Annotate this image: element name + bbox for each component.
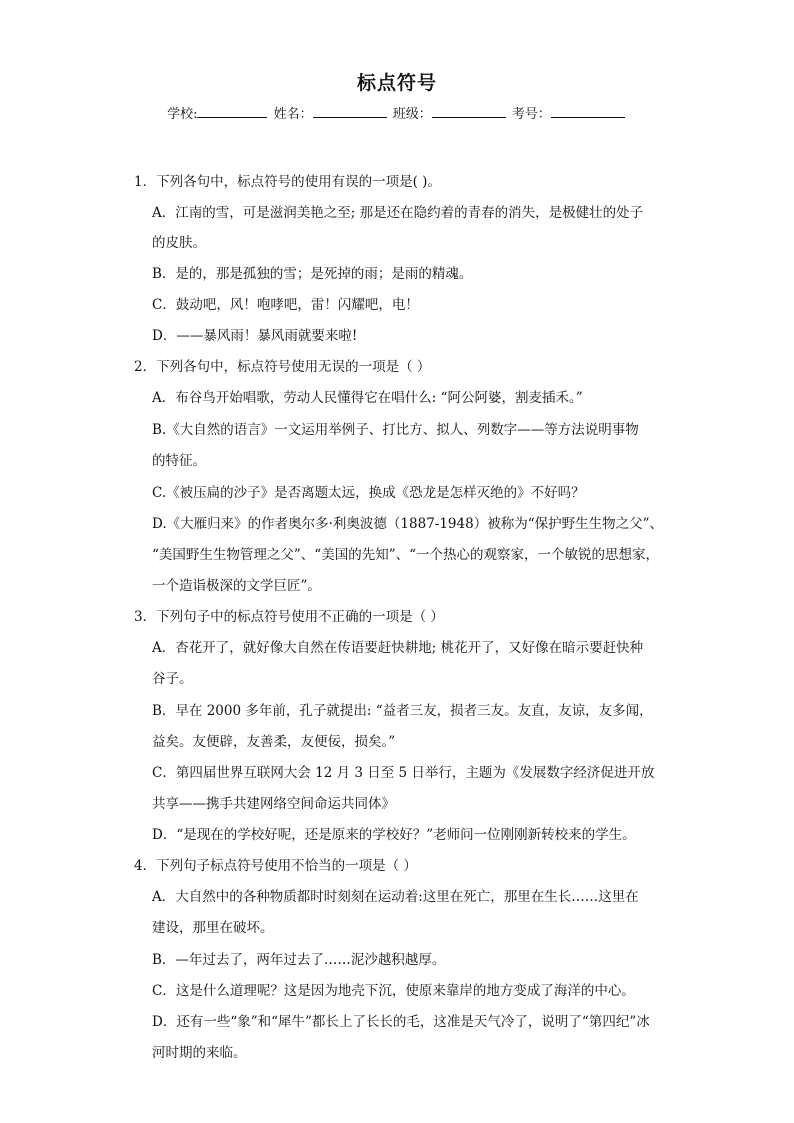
class-label: 班级： (392, 107, 432, 122)
question-4-option-a: A．大自然中的各种物质都时时刻刻在运动着:这里在死亡，那里在生长……这里在 (152, 889, 639, 905)
question-1-stem: 1．下列各句中，标点符号的使用有误的一项是( )。 (134, 174, 441, 190)
question-2-option-c: C.《被压扁的沙子》是否离题太远，换成《恐龙是怎样灭绝的》不好吗？ (152, 485, 585, 501)
question-3-option-a: A．杏花开了，就好像大自然在传语要赶快耕地; 桃花开了，又好像在暗示要赶快种 (152, 640, 644, 656)
name-label: 姓名： (273, 107, 313, 122)
question-3-option-a-cont: 谷子。 (152, 671, 193, 687)
question-4-option-a-cont: 建设，那里在破坏。 (152, 920, 274, 936)
question-1-option-c: C．鼓动吧，风！咆哮吧，雷！闪耀吧，电！ (152, 297, 419, 313)
question-2-option-a: A．布谷鸟开始唱歌，劳动人民懂得它在唱什么: “阿公阿婆，割麦插禾。” (152, 390, 583, 406)
question-2-option-d-cont-1: “美国野生生物管理之父”、“美国的先知”、“一个热心的观察家，一个敏锐的思想家， (152, 547, 660, 563)
name-blank (313, 105, 387, 118)
question-4-option-d-cont: 河时期的来临。 (152, 1045, 247, 1061)
question-4-option-c: C．这是什么道理呢？这是因为地壳下沉，使原来靠岸的地方变成了海洋的中心。 (152, 983, 635, 999)
exam-no-label: 考号： (511, 107, 551, 122)
question-2-option-b: B.《大自然的语言》一文运用举例子、打比方、拟人、列数字——等方法说明事物 (152, 422, 639, 438)
question-3-option-c: C．第四届世界互联网大会 12 月 3 日至 5 日举行，主题为《发展数字经济促进开放 (152, 765, 655, 781)
question-2-option-b-cont: 的特征。 (152, 453, 206, 469)
question-2-stem: 2．下列各句中，标点符号使用无误的一项是（ ） (134, 359, 431, 375)
question-4-option-b: B．—年过去了，两年过去了……泥沙越积越厚。 (152, 952, 446, 968)
question-3-option-b-cont: 益矣。友便辟，友善柔，友便佞，损矣。” (152, 734, 396, 750)
question-3-option-c-cont: 共享——携手共建网络空间命运共同体》 (152, 796, 395, 812)
question-1-option-a: A．江南的雪，可是滋润美艳之至; 那是还在隐约着的青春的消失，是极健壮的处子 (152, 205, 644, 221)
question-3-option-b: B．早在 2000 多年前，孔子就提出: “益者三友，损者三友。友直，友谅，友多闻， (152, 703, 653, 719)
question-2-option-d-cont-2: 一个造诣极深的文学巨匠”。 (152, 578, 321, 594)
question-1-option-d: D．——暴风雨！暴风雨就要来啦! (152, 328, 358, 344)
question-1-option-a-cont: 的皮肤。 (152, 235, 206, 251)
student-info-row (0, 103, 794, 122)
question-3-stem: 3．下列句子中的标点符号使用不正确的一项是（ ） (134, 609, 444, 625)
question-4-stem: 4．下列句子标点符号使用不恰当的一项是（ ） (134, 858, 417, 874)
class-blank (432, 105, 506, 118)
question-1-option-b: B．是的，那是孤独的雪；是死掉的雨；是雨的精魂。 (152, 266, 473, 282)
exam-no-blank (551, 105, 625, 118)
page-title: 标点符号 (356, 72, 437, 94)
question-4-option-d: D．还有一些“象”和“犀牛”都长上了长长的毛，这准是天气冷了，说明了“第四纪”冰 (152, 1014, 650, 1030)
question-3-option-d: D．“是现在的学校好呢，还是原来的学校好？”老师问一位刚刚新转校来的学生。 (152, 827, 636, 843)
school-label: 学校: (167, 107, 198, 122)
question-2-option-d: D.《大雁归来》的作者奥尔多·利奥波德（1887-1948）被称为“保护野生生物之父”、 (152, 516, 664, 532)
school-blank (197, 105, 267, 118)
